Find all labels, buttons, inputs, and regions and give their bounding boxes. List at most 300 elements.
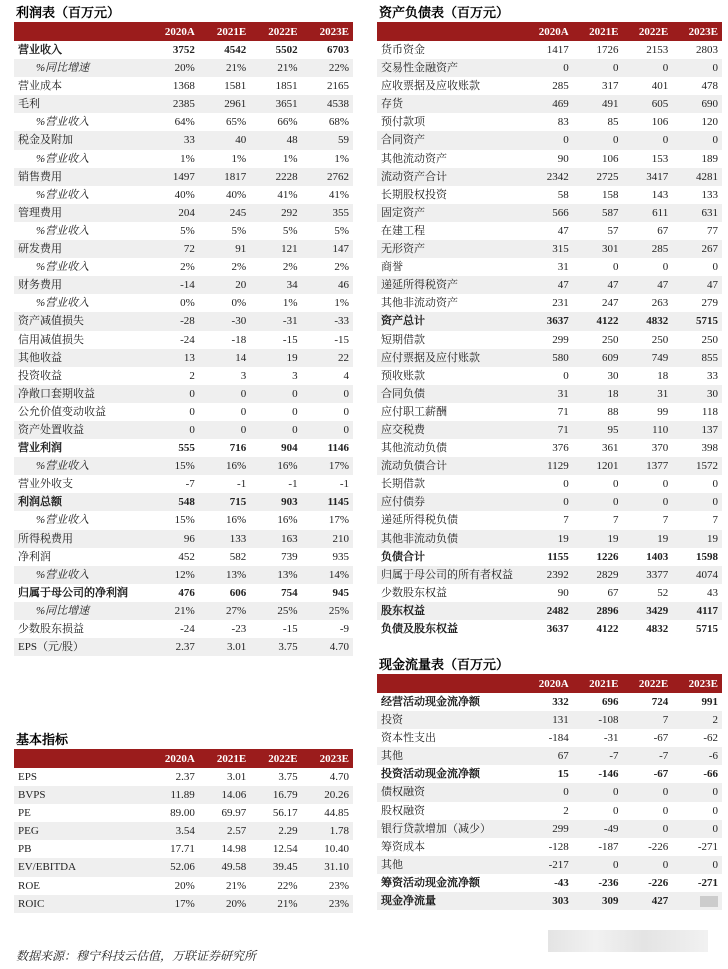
value-cell: 83: [557, 116, 569, 129]
value-cell: 250: [602, 333, 619, 346]
header-year-cell: 2023E: [302, 24, 353, 41]
value-cell: 2961: [199, 95, 250, 113]
row-label: %同比增速: [14, 59, 147, 77]
table-row: [377, 150, 722, 168]
row-label: 筹资成本: [381, 840, 425, 853]
header-year-cell: 2021E: [199, 751, 250, 768]
row-label: 少数股东损益: [18, 623, 84, 635]
value-cell: 754: [281, 586, 298, 599]
value-cell: -7: [623, 747, 673, 765]
value-cell: 2%: [334, 261, 349, 274]
value-cell: 1598: [696, 550, 718, 563]
value-cell: 1146: [327, 442, 349, 455]
value-cell: 3417: [623, 168, 673, 186]
table-row: [377, 258, 722, 276]
table-row: [14, 786, 353, 804]
value-cell: 398: [701, 442, 718, 455]
value-cell: 904: [281, 442, 298, 455]
value-cell: 106: [651, 116, 669, 129]
balance-table: [377, 24, 722, 638]
row-label: %营业收入: [36, 116, 90, 129]
value-cell: 18: [573, 385, 623, 403]
value-cell: -226: [648, 876, 669, 889]
value-cell: 317: [602, 80, 619, 93]
table-row: [377, 475, 722, 493]
value-cell: 39.45: [250, 858, 301, 876]
table-row: [377, 548, 722, 566]
value-cell: 66%: [277, 116, 298, 129]
row-label: 合同负债: [377, 385, 523, 403]
value-cell: 31.10: [302, 858, 353, 876]
table-row: [377, 620, 722, 638]
value-cell: 0: [672, 820, 722, 838]
value-cell: 14.06: [199, 786, 250, 804]
value-cell: 118: [701, 405, 718, 418]
value-cell: -7: [185, 478, 195, 491]
value-cell: 2%: [282, 261, 298, 274]
table-row: [377, 276, 722, 294]
value-cell: 315: [523, 240, 573, 258]
row-label: %营业收入: [36, 152, 90, 165]
table-row: [377, 95, 722, 113]
value-cell: 0: [712, 261, 718, 274]
value-cell: 110: [623, 421, 673, 439]
row-label: 无形资产: [377, 240, 523, 258]
value-cell: 153: [651, 152, 669, 165]
value-cell: 2392: [523, 566, 573, 584]
value-cell: 47: [557, 224, 569, 237]
value-cell: 210: [302, 530, 353, 548]
value-cell: 99: [657, 405, 669, 418]
value-cell: 580: [523, 349, 573, 367]
value-cell: 131: [523, 711, 573, 729]
value-cell: 301: [573, 240, 623, 258]
value-cell: 5%: [282, 224, 298, 237]
table-row: [14, 858, 353, 876]
value-cell: 491: [573, 95, 623, 113]
value-cell: 6703: [327, 44, 349, 56]
value-cell: 5%: [180, 224, 195, 237]
value-cell: 4832: [646, 623, 669, 635]
value-cell: 555: [178, 442, 195, 455]
value-cell: 0: [712, 804, 718, 817]
table-row: [377, 783, 722, 801]
value-cell: 478: [701, 80, 718, 93]
value-cell: 3377: [623, 566, 673, 584]
table-row: [377, 331, 722, 349]
table-row: [14, 804, 353, 822]
value-cell: 5715: [672, 312, 722, 330]
value-cell: 40: [199, 131, 250, 149]
value-cell: 7: [613, 514, 619, 527]
value-cell: 0: [672, 493, 722, 511]
row-label: 投资: [377, 711, 523, 729]
row-label: 营业外收支: [18, 478, 73, 491]
value-cell: 67: [523, 747, 573, 765]
value-cell: 13%: [250, 566, 301, 584]
value-cell: 19: [250, 349, 301, 367]
table-row: [14, 620, 353, 638]
table-row: [377, 439, 722, 457]
value-cell: 21%: [250, 895, 301, 913]
table-row: [14, 77, 353, 95]
row-label: 长期股权投资: [381, 188, 447, 201]
value-cell: 1726: [596, 44, 619, 56]
value-cell: 4542: [224, 44, 247, 56]
value-cell: 17%: [147, 895, 198, 913]
value-cell: 22%: [277, 879, 298, 892]
table-row: [14, 131, 353, 149]
value-cell: 749: [623, 349, 673, 367]
value-cell: 1%: [282, 297, 298, 310]
table-row: [377, 349, 722, 367]
value-cell: -15: [334, 333, 349, 346]
row-label: ROE: [18, 879, 40, 892]
balance-title: 资产负债表（百万元）: [377, 4, 722, 24]
header-year-cell: 2022E: [623, 676, 673, 693]
value-cell: 4832: [623, 312, 673, 330]
value-cell: 15%: [174, 514, 195, 527]
table-row: [377, 530, 722, 548]
value-cell: 587: [573, 204, 623, 222]
value-cell: 1817: [199, 168, 250, 186]
row-label: %营业收入: [14, 566, 147, 584]
value-cell: -187: [598, 840, 619, 853]
value-cell: 5%: [231, 224, 247, 237]
table-row: [377, 41, 722, 59]
value-cell: 0: [573, 783, 623, 801]
value-cell: 4.70: [302, 638, 353, 656]
value-cell: -66: [703, 768, 718, 781]
value-cell: 0: [613, 261, 619, 274]
cashflow-statement: [377, 656, 722, 910]
table-row: [14, 349, 353, 367]
cashflow-table: [377, 676, 722, 910]
value-cell: 15%: [147, 457, 198, 475]
value-cell: 7: [662, 514, 669, 527]
row-label: 预收账款: [381, 369, 425, 382]
value-cell: -24: [180, 333, 195, 346]
value-cell: 0: [573, 59, 623, 77]
header-year-cell: 2021E: [573, 676, 623, 693]
value-cell: 0: [613, 804, 619, 817]
row-label: 递延所得税资产: [377, 276, 523, 294]
row-label: 交易性金融资产: [377, 59, 523, 77]
header-year-cell: 2020A: [523, 676, 573, 693]
value-cell: 14%: [302, 566, 353, 584]
table-row: [14, 895, 353, 913]
value-cell: 355: [302, 204, 353, 222]
table-row: [377, 186, 722, 204]
row-label: 现金净流量: [377, 892, 523, 910]
table-row: [377, 385, 722, 403]
table-row: [377, 747, 722, 765]
value-cell: 88: [607, 405, 619, 418]
table-row: [14, 168, 353, 186]
value-cell: 1145: [302, 493, 353, 511]
value-cell: 68%: [328, 116, 349, 129]
value-cell: 23%: [302, 895, 353, 913]
value-cell: 0: [623, 783, 673, 801]
value-cell: 1129: [523, 457, 573, 475]
value-cell: 0%: [231, 297, 247, 310]
value-cell: 31: [557, 261, 569, 274]
table-row: [377, 493, 722, 511]
value-cell: 12%: [147, 566, 198, 584]
value-cell: 231: [552, 297, 569, 310]
value-cell: 2: [563, 804, 569, 817]
value-cell: 133: [701, 188, 718, 201]
row-label: 研发费用: [14, 240, 147, 258]
value-cell: 34: [250, 276, 301, 294]
table-row: [377, 693, 722, 711]
table-row: [377, 820, 722, 838]
table-row: [14, 95, 353, 113]
value-cell: 41%: [328, 188, 349, 201]
table-row: [14, 439, 353, 457]
value-cell: 4538: [302, 95, 353, 113]
value-cell: 566: [523, 204, 573, 222]
value-cell: 13: [147, 349, 198, 367]
header-label-cell: [377, 676, 523, 693]
value-cell: 21%: [226, 879, 247, 892]
value-cell: 1497: [147, 168, 198, 186]
row-label: 负债合计: [381, 550, 425, 563]
row-label: 其他非流动负债: [377, 530, 523, 548]
row-label: 投资收益: [18, 369, 62, 382]
value-cell: 285: [552, 80, 569, 93]
value-cell: 71: [523, 421, 573, 439]
value-cell: 90: [557, 586, 569, 599]
value-cell: 47: [672, 276, 722, 294]
value-cell: 2: [189, 369, 195, 382]
value-cell: 0: [672, 856, 722, 874]
row-label: 净敞口套期收益: [14, 385, 147, 403]
value-cell: 361: [602, 442, 619, 455]
value-cell: 0: [189, 405, 195, 418]
table-row: [377, 584, 722, 602]
value-cell: 0: [623, 493, 673, 511]
value-cell: 0: [199, 421, 250, 439]
table-row: [377, 312, 722, 330]
row-label: 净利润: [18, 550, 51, 563]
value-cell: 0: [672, 131, 722, 149]
row-label: 投资活动现金流净额: [381, 768, 480, 781]
value-cell: 30: [672, 385, 722, 403]
value-cell: 263: [651, 297, 669, 310]
value-cell: 631: [672, 204, 722, 222]
value-cell: 724: [651, 696, 669, 708]
value-cell: 0: [302, 385, 353, 403]
row-label: 资产减值损失: [14, 312, 147, 330]
value-cell: 0: [563, 478, 569, 491]
value-cell: 48: [250, 131, 301, 149]
row-label: 资产总计: [377, 312, 523, 330]
value-cell: 245: [199, 204, 250, 222]
header-label-cell: [377, 24, 523, 41]
row-label: 公允价值变动收益: [18, 405, 106, 418]
row-label: 应交税费: [377, 421, 523, 439]
table-row: [14, 367, 353, 385]
value-cell: 250: [651, 333, 669, 346]
table-row: [377, 602, 722, 620]
value-cell: 49.58: [199, 858, 250, 876]
value-cell: 10.40: [324, 843, 349, 856]
value-cell: -49: [573, 820, 623, 838]
value-cell: -33: [302, 312, 353, 330]
value-cell: 855: [672, 349, 722, 367]
value-cell: 332: [552, 696, 569, 708]
table-row: [377, 729, 722, 747]
value-cell: -1: [237, 478, 247, 491]
value-cell: 0: [147, 385, 198, 403]
table-row: [14, 548, 353, 566]
value-cell: 11.89: [147, 786, 198, 804]
table-row: [14, 421, 353, 439]
value-cell: 90: [557, 152, 569, 165]
table-row: [377, 457, 722, 475]
value-cell: 609: [573, 349, 623, 367]
value-cell: 2342: [523, 168, 573, 186]
header-year-cell: 2022E: [623, 24, 673, 41]
row-label: %营业收入: [36, 261, 90, 274]
value-cell: 303: [523, 892, 573, 910]
value-cell: 23%: [328, 879, 349, 892]
value-cell: 1%: [334, 152, 349, 165]
row-label: 流动资产合计: [377, 168, 523, 186]
value-cell: 2385: [147, 95, 198, 113]
value-cell: 605: [623, 95, 673, 113]
income-statement: [14, 4, 353, 656]
value-cell: 401: [651, 80, 669, 93]
row-label: %营业收入: [36, 188, 90, 201]
row-label: 银行贷款增加（减少）: [377, 820, 523, 838]
value-cell: 3651: [250, 95, 301, 113]
value-cell: 690: [672, 95, 722, 113]
header-year-cell: 2020A: [147, 751, 198, 768]
value-cell: 299: [552, 333, 569, 346]
value-cell: 46: [302, 276, 353, 294]
value-cell: 0: [147, 421, 198, 439]
value-cell: 476: [178, 586, 195, 599]
value-cell: -15: [282, 333, 298, 346]
value-cell: 0: [623, 131, 673, 149]
row-label: 筹资活动现金流净额: [381, 876, 480, 889]
value-cell: 4122: [573, 312, 623, 330]
row-label: PE: [18, 807, 31, 820]
table-row: [377, 765, 722, 783]
table-row: [14, 822, 353, 840]
table-row: [377, 403, 722, 421]
value-cell: 3752: [172, 44, 195, 56]
header-year-cell: 2023E: [672, 24, 722, 41]
value-cell: 0: [662, 804, 669, 817]
value-cell: -226: [648, 840, 669, 853]
value-cell: -1: [339, 478, 349, 491]
row-label: 商誉: [381, 261, 403, 274]
value-cell: -6: [672, 747, 722, 765]
value-cell: 52.06: [147, 858, 198, 876]
value-cell: 3.75: [250, 638, 301, 656]
row-label: 货币资金: [381, 44, 425, 56]
row-label: 应付职工薪酬: [381, 405, 447, 418]
table-row: [14, 584, 353, 602]
value-cell: 309: [573, 892, 623, 910]
table-row: [14, 204, 353, 222]
value-cell: 0: [250, 385, 301, 403]
value-cell: 0: [672, 783, 722, 801]
value-cell: 0%: [180, 297, 195, 310]
cashflow-title: 现金流量表（百万元）: [377, 656, 722, 676]
value-cell: 715: [199, 493, 250, 511]
value-cell: 69.97: [221, 807, 247, 820]
row-label: 合同资产: [377, 131, 523, 149]
table-row: [14, 511, 353, 529]
value-cell: 163: [250, 530, 301, 548]
value-cell: 267: [672, 240, 722, 258]
value-cell: 2482: [523, 602, 573, 620]
table-row: [14, 385, 353, 403]
value-cell: -108: [573, 711, 623, 729]
value-cell: 17%: [302, 457, 353, 475]
value-cell: 1155: [547, 550, 569, 563]
income-header-row: [14, 24, 353, 41]
value-cell: 2153: [646, 44, 669, 56]
table-row: [377, 168, 722, 186]
value-cell: 16%: [199, 457, 250, 475]
row-label: %营业收入: [36, 224, 90, 237]
value-cell: 0: [523, 131, 573, 149]
value-cell: -271: [697, 840, 718, 853]
value-cell: 0: [573, 493, 623, 511]
value-cell: 57: [607, 224, 619, 237]
row-label: 应收票据及应收账款: [381, 80, 480, 93]
table-row: [377, 367, 722, 385]
value-cell: 5%: [334, 224, 349, 237]
value-cell: 0: [563, 369, 569, 382]
value-cell: 370: [651, 442, 669, 455]
value-cell: 2896: [573, 602, 623, 620]
value-cell: 739: [281, 550, 298, 563]
basic-indicators: [14, 731, 353, 913]
value-cell: 696: [602, 696, 619, 708]
value-cell: 17.71: [170, 843, 195, 856]
row-label: 销售费用: [14, 168, 147, 186]
value-cell: 945: [332, 586, 349, 599]
row-label: 资产处置收益: [14, 421, 147, 439]
table-row: [14, 840, 353, 858]
value-cell: 20%: [199, 895, 250, 913]
row-label: 在建工程: [381, 224, 425, 237]
table-row: [14, 59, 353, 77]
basic-header-row: [14, 751, 353, 768]
row-label: 经营活动现金流净额: [381, 696, 480, 708]
value-cell: 20%: [174, 879, 195, 892]
value-cell: -1: [288, 478, 298, 491]
value-cell: 4: [343, 369, 349, 382]
row-label: 其他流动负债: [381, 442, 447, 455]
value-cell: 43: [707, 586, 718, 599]
table-row: [14, 150, 353, 168]
value-cell: 0: [573, 131, 623, 149]
row-label: 财务费用: [14, 276, 147, 294]
value-cell: 20%: [147, 59, 198, 77]
table-row: [14, 240, 353, 258]
data-source-note: 数据来源：穆宁科技云估值，万联证券研究所: [16, 949, 257, 963]
row-label: PEG: [14, 822, 147, 840]
value-cell: 27%: [199, 602, 250, 620]
value-cell: 548: [147, 493, 198, 511]
